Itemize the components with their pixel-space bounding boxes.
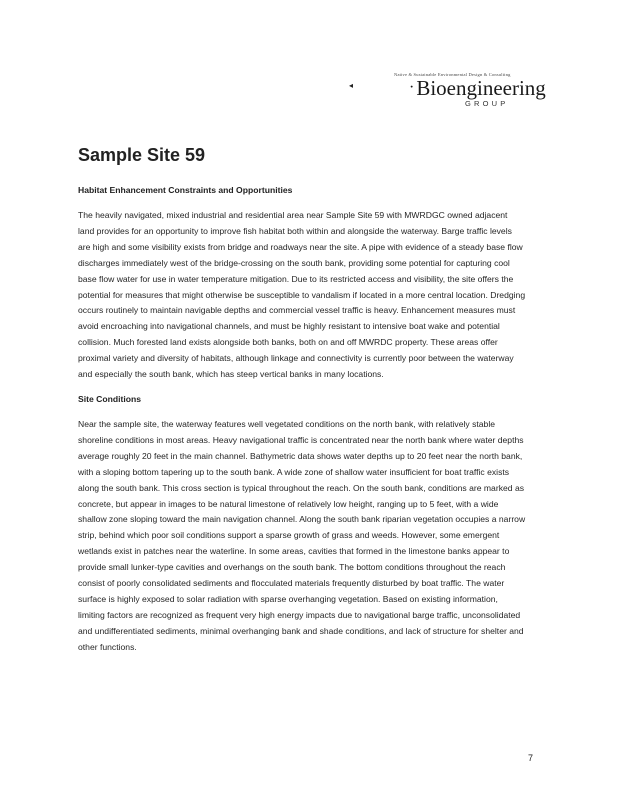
page-title: Sample Site 59 xyxy=(78,145,206,165)
logo-group-text: GROUP xyxy=(465,99,509,108)
logo-text: Bioengineering xyxy=(416,76,546,100)
company-tagline: Native & Sustainable Environmental Design & Consulting xyxy=(394,72,511,77)
paragraph-habitat: The heavily navigated, mixed industrial and residential area near Sample Site 59 with MWRDGC owned adjacent land provides for an opportunity to improve fish habitat both within and alongside the waterway. Barge traffic levels are high and some visibility exists from bridge and roadways near the site. A pipe with evidence of a steady base flow discharges immediately west of the bridge-crossing on the south bank, providing some potential for capturing cool base flow water for use in water temperature mitigation. Due to its restricted access and visibility, the site offers the potential for measures that might otherwise be susceptible to vandalism if located in a more central location. Dredging occurs routinely to maintain navigable depths and commercial vessel traffic is heavy. Enhancement measures must avoid encroaching into navigational channels, and must be highly resistant to intensive boat wake and potential collision. Much forested land exists alongside both banks, both on and off MWRDC property. These areas offer proximal variety and diversity of habitats, although linkage and connectivity is currently poor between the waterway and especially the south bank, which has steep vertical banks in many locations. xyxy=(78,210,526,380)
document-body xyxy=(78,143,526,666)
section-heading-habitat: Habitat Enhancement Constraints and Opportunities xyxy=(78,185,293,195)
bioengineering-logo xyxy=(409,76,546,101)
bullet-mark-icon: ◂ xyxy=(349,81,354,90)
paragraph-site-conditions: Near the sample site, the waterway features well vegetated conditions on the north bank, with relatively stable shoreline conditions in most areas. Heavy navigational traffic is concentrated near the north bank where water depths average roughly 20 feet in the main channel. Bathymetric data shows water depths up to 20 feet near the north bank, with a sloping bottom tapering up to the south bank. A wide zone of shallow water insufficient for boat traffic exists along the south bank. This cross section is typical throughout the reach. On the south bank, conditions are marked as concrete, but appear in images to be natural limestone of relatively low height, ranging up to 5 feet, with a wide shallow zone sloping toward the main navigation channel. Along the south bank riparian vegetation occupies a narrow strip, behind which poor soil conditions support a sparse growth of grass and weeds. However, some emergent wetlands exist in patches near the waterline. In some areas, cavities that formed in the limestone banks appear to provide small lunker-type cavities and overhangs on the south bank. The bottom conditions throughout the reach consist of poorly consolidated sediments and flocculated materials frequently disturbed by boat traffic. The water surface is highly exposed to solar radiation with sparse overhanging vegetation. Based on existing information, limiting factors are recognized as frequent very high energy impacts due to navigational barge traffic, unconsolidated and undifferentiated sediments, minimal overhanging bank and shade conditions, and lack of structure for shelter and other functions. xyxy=(78,418,526,652)
logo-dot-icon: · xyxy=(409,79,415,96)
section-heading-site-conditions: Site Conditions xyxy=(78,393,142,404)
page-number: 7 xyxy=(528,753,534,763)
